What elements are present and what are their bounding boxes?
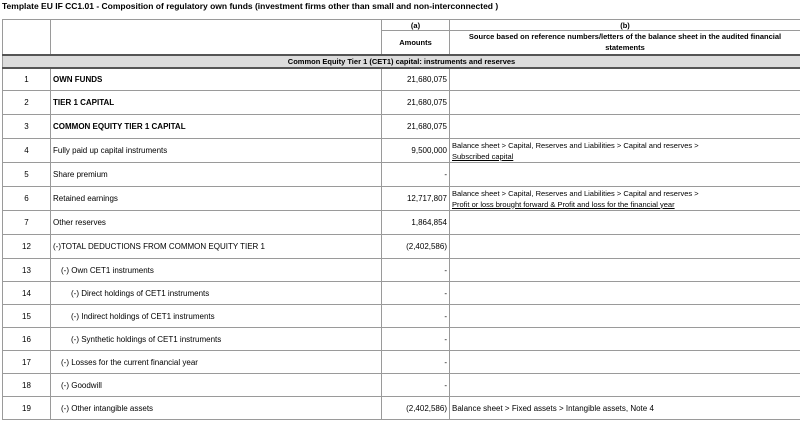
row-source bbox=[450, 374, 800, 397]
row-source bbox=[450, 328, 800, 351]
table-row bbox=[3, 282, 800, 305]
row-amount: 21,680,075 bbox=[382, 115, 450, 139]
row-label: (-) Losses for the current financial year bbox=[51, 351, 382, 374]
table-row bbox=[3, 374, 800, 397]
header-blank-cell bbox=[51, 20, 382, 55]
table-row bbox=[3, 139, 800, 163]
row-number: 5 bbox=[3, 163, 51, 187]
row-label: Retained earnings bbox=[51, 187, 382, 211]
section-heading: Common Equity Tier 1 (CET1) capital: instruments and reserves bbox=[3, 55, 800, 68]
row-label: (-) Own CET1 instruments bbox=[51, 259, 382, 282]
row-label: COMMON EQUITY TIER 1 CAPITAL bbox=[51, 115, 382, 139]
row-source bbox=[450, 68, 800, 91]
row-label: (-) Indirect holdings of CET1 instruments bbox=[51, 305, 382, 328]
row-source bbox=[450, 211, 800, 235]
table-row bbox=[3, 68, 800, 91]
row-amount: - bbox=[382, 328, 450, 351]
row-number: 2 bbox=[3, 91, 51, 115]
row-source bbox=[450, 305, 800, 328]
source-line: Profit or loss brought forward & Profit and loss for the financial year bbox=[452, 199, 675, 209]
row-amount: 21,680,075 bbox=[382, 91, 450, 115]
row-source bbox=[450, 187, 800, 211]
template-title: Template EU IF CC1.01 - Composition of regulatory own funds (investment firms other than small and non-interconnected ) bbox=[2, 1, 499, 11]
table-row bbox=[3, 115, 800, 139]
row-label: (-) Other intangible assets bbox=[51, 397, 382, 420]
row-amount: - bbox=[382, 305, 450, 328]
row-amount: 9,500,000 bbox=[382, 139, 450, 163]
row-amount: (2,402,586) bbox=[382, 397, 450, 420]
row-source bbox=[450, 115, 800, 139]
row-label: TIER 1 CAPITAL bbox=[51, 91, 382, 115]
row-source bbox=[450, 235, 800, 259]
row-label: Share premium bbox=[51, 163, 382, 187]
row-source bbox=[450, 163, 800, 187]
row-number: 1 bbox=[3, 68, 51, 91]
table-row bbox=[3, 328, 800, 351]
row-source bbox=[450, 139, 800, 163]
table-row bbox=[3, 91, 800, 115]
row-number: 6 bbox=[3, 187, 51, 211]
row-label: (-) Direct holdings of CET1 instruments bbox=[51, 282, 382, 305]
row-number: 4 bbox=[3, 139, 51, 163]
row-number: 12 bbox=[3, 235, 51, 259]
header-amounts: Amounts bbox=[382, 31, 450, 55]
row-number: 16 bbox=[3, 328, 51, 351]
row-amount: - bbox=[382, 374, 450, 397]
source-line: Balance sheet > Capital, Reserves and Liabilities > Capital and reserves > bbox=[452, 140, 699, 150]
table-row bbox=[3, 351, 800, 374]
header-col-b: (b) bbox=[450, 20, 800, 31]
row-number: 18 bbox=[3, 374, 51, 397]
row-source bbox=[450, 91, 800, 115]
row-source bbox=[450, 282, 800, 305]
row-amount: 1,864,854 bbox=[382, 211, 450, 235]
header-source: Source based on reference numbers/letters of the balance sheet in the audited financial statements bbox=[450, 31, 800, 55]
row-number: 15 bbox=[3, 305, 51, 328]
row-number: 19 bbox=[3, 397, 51, 420]
table-row bbox=[3, 235, 800, 259]
row-amount: - bbox=[382, 163, 450, 187]
table-row bbox=[3, 397, 800, 420]
row-number: 3 bbox=[3, 115, 51, 139]
table-row bbox=[3, 305, 800, 328]
source-line: Balance sheet > Capital, Reserves and Liabilities > Capital and reserves > bbox=[452, 188, 699, 198]
row-label: (-)TOTAL DEDUCTIONS FROM COMMON EQUITY TIER 1 bbox=[51, 235, 382, 259]
own-funds-table bbox=[2, 19, 800, 420]
row-number: 14 bbox=[3, 282, 51, 305]
row-source bbox=[450, 259, 800, 282]
row-label: Fully paid up capital instruments bbox=[51, 139, 382, 163]
row-amount: (2,402,586) bbox=[382, 235, 450, 259]
row-amount: - bbox=[382, 282, 450, 305]
row-number: 17 bbox=[3, 351, 51, 374]
row-amount: 21,680,075 bbox=[382, 68, 450, 91]
table-row bbox=[3, 211, 800, 235]
row-label: (-) Goodwill bbox=[51, 374, 382, 397]
header-col-a: (a) bbox=[382, 20, 450, 31]
row-label: OWN FUNDS bbox=[51, 68, 382, 91]
row-label: Other reserves bbox=[51, 211, 382, 235]
row-number: 13 bbox=[3, 259, 51, 282]
row-source bbox=[450, 351, 800, 374]
row-number: 7 bbox=[3, 211, 51, 235]
row-source: Balance sheet > Fixed assets > Intangible assets, Note 4 bbox=[450, 397, 800, 420]
table-row bbox=[3, 163, 800, 187]
table-row bbox=[3, 187, 800, 211]
row-amount: - bbox=[382, 259, 450, 282]
row-amount: - bbox=[382, 351, 450, 374]
row-amount: 12,717,807 bbox=[382, 187, 450, 211]
source-line: Subscribed capital bbox=[452, 151, 514, 161]
header-blank-cell bbox=[3, 20, 51, 55]
table-row bbox=[3, 259, 800, 282]
row-label: (-) Synthetic holdings of CET1 instruments bbox=[51, 328, 382, 351]
